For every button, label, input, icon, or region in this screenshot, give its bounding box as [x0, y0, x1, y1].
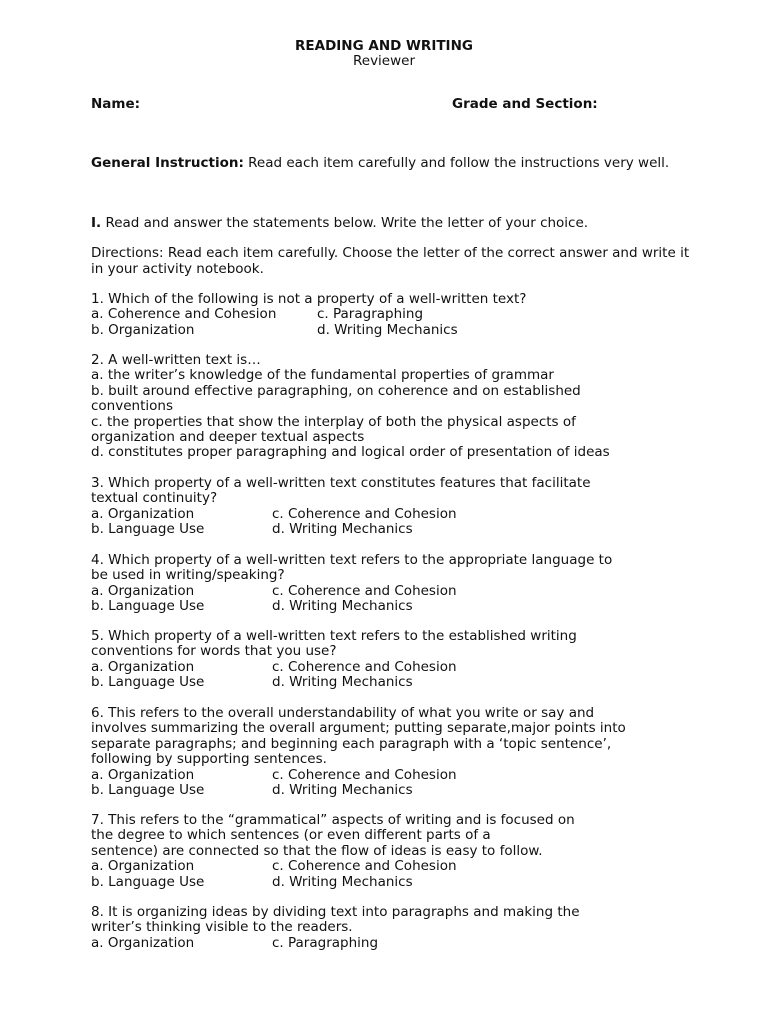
- question-3: [91, 476, 711, 538]
- choice-d: d. Writing Mechanics: [272, 521, 413, 538]
- question-stem: be used in writing/speaking?: [91, 567, 285, 584]
- choice-d: d. Writing Mechanics: [272, 674, 413, 691]
- choice-a: a. Organization: [91, 858, 195, 875]
- grade-section-label: Grade and Section:: [452, 96, 598, 112]
- question-stem: involves summarizing the overall argument; putting separate,major points into: [91, 720, 626, 737]
- choice-b: b. Language Use: [91, 521, 205, 538]
- choice-b: b. Language Use: [91, 674, 205, 691]
- choice-a: a. Organization: [91, 658, 195, 675]
- choice-c: c. Coherence and Cohesion: [272, 582, 457, 599]
- choice-row: [91, 675, 711, 690]
- general-instruction: [91, 154, 701, 172]
- choice-c: c. Coherence and Cohesion: [272, 658, 457, 675]
- choice-row: [91, 768, 711, 783]
- choice-row: [91, 507, 711, 522]
- option-line: c. the properties that show the interplay of both the physical aspects of: [91, 413, 576, 430]
- question-6: [91, 706, 711, 798]
- general-instruction-label: General Instruction:: [91, 155, 244, 171]
- choice-c: c. Paragraphing: [272, 934, 379, 951]
- choice-d: d. Writing Mechanics: [272, 873, 413, 890]
- question-5: [91, 629, 711, 691]
- choice-row: [91, 660, 711, 675]
- directions: Directions: Read each item carefully. Choose the letter of the correct answer and write it in your activity notebook.: [91, 245, 690, 277]
- part-one-instruction: [91, 216, 701, 232]
- choice-c: c. Coherence and Cohesion: [272, 766, 457, 783]
- choice-row: [91, 936, 711, 951]
- choice-d: d. Writing Mechanics: [317, 321, 458, 338]
- choice-d: d. Writing Mechanics: [272, 781, 413, 798]
- question-4: [91, 553, 711, 615]
- choice-row: [91, 875, 711, 890]
- question-stem: 2. A well-written text is…: [91, 352, 261, 368]
- choice-a: a. Organization: [91, 934, 195, 951]
- question-2: [91, 353, 711, 461]
- choice-row: [91, 584, 711, 599]
- question-stem: 6. This refers to the overall understandability of what you write or say and: [91, 705, 595, 721]
- question-stem: 3. Which property of a well-written text constitutes features that facilitate: [91, 475, 591, 491]
- question-stem: 1. Which of the following is not a property of a well-written text?: [91, 291, 527, 307]
- question-1: [91, 292, 711, 338]
- question-stem: 4. Which property of a well-written text refers to the appropriate language to: [91, 552, 613, 568]
- question-stem: 5. Which property of a well-written text refers to the established writing: [91, 628, 577, 644]
- choice-a: a. Organization: [91, 582, 195, 599]
- choice-c: c. Coherence and Cohesion: [272, 505, 457, 522]
- part-numeral: I.: [91, 215, 102, 231]
- choice-row: [91, 522, 711, 537]
- option-line: conventions: [91, 398, 173, 415]
- document-title: READING AND WRITING: [295, 38, 473, 54]
- choice-row: [91, 783, 711, 798]
- choice-row: [91, 323, 711, 338]
- document-subtitle: Reviewer: [352, 53, 416, 69]
- choice-b: b. Language Use: [91, 873, 205, 890]
- choice-b: b. Language Use: [91, 781, 205, 798]
- question-stem: the degree to which sentences (or even different parts of a: [91, 827, 491, 844]
- name-label: Name:: [91, 96, 141, 112]
- choice-b: b. Language Use: [91, 598, 205, 615]
- question-stem: textual continuity?: [91, 490, 218, 507]
- choice-a: a. Organization: [91, 505, 195, 522]
- general-instruction-text: Read each item carefully and follow the instructions very well.: [243, 155, 670, 171]
- question-stem: conventions for words that you use?: [91, 643, 337, 660]
- question-stem: separate paragraphs; and beginning each paragraph with a ‘topic sentence’,: [91, 735, 612, 752]
- option-line: a. the writer’s knowledge of the fundamental properties of grammar: [91, 367, 554, 384]
- question-8: [91, 905, 711, 951]
- choice-row: [91, 859, 711, 874]
- question-stem: following by supporting sentences.: [91, 751, 327, 768]
- question-stem: sentence) are connected so that the flow of ideas is easy to follow.: [91, 842, 543, 859]
- choice-row: [91, 307, 711, 322]
- choice-a: a. Coherence and Cohesion: [91, 306, 277, 323]
- question-stem: 7. This refers to the “grammatical” aspects of writing and is focused on: [91, 812, 575, 828]
- option-line: b. built around effective paragraphing, on coherence and on established: [91, 382, 581, 399]
- choice-a: a. Organization: [91, 766, 195, 783]
- question-7: [91, 813, 711, 890]
- choice-row: [91, 599, 711, 614]
- choice-b: b. Organization: [91, 321, 195, 338]
- option-line: organization and deeper textual aspects: [91, 428, 365, 445]
- question-stem: writer’s thinking visible to the readers.: [91, 919, 353, 936]
- choice-c: c. Coherence and Cohesion: [272, 858, 457, 875]
- part-one-text: Read and answer the statements below. Write the letter of your choice.: [101, 215, 589, 231]
- choice-c: c. Paragraphing: [317, 306, 424, 323]
- question-stem: 8. It is organizing ideas by dividing text into paragraphs and making the: [91, 904, 580, 920]
- choice-d: d. Writing Mechanics: [272, 598, 413, 615]
- option-line: d. constitutes proper paragraphing and logical order of presentation of ideas: [91, 444, 610, 461]
